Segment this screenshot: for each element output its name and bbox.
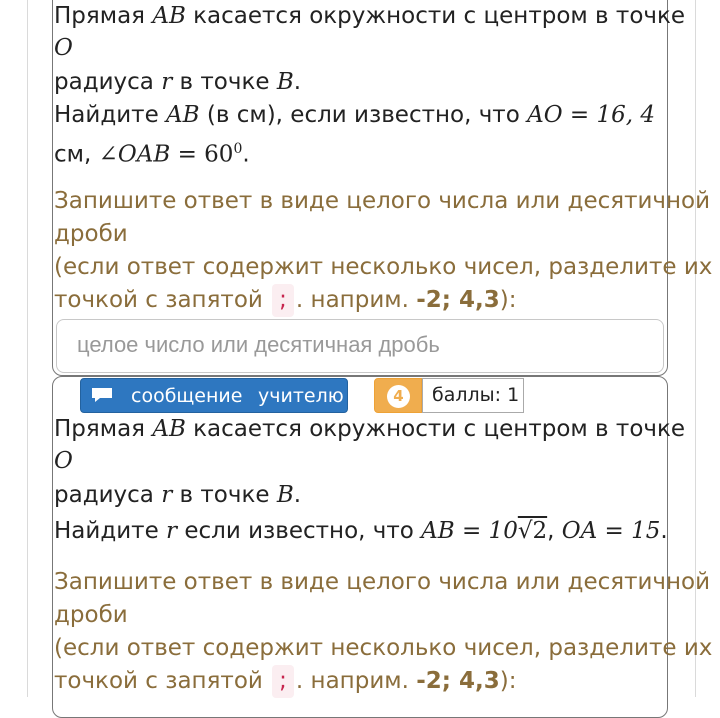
speech-bubble-icon (91, 387, 113, 403)
q2-line-2: O (54, 448, 73, 474)
q2-line-3: радиуса r в точке B. (54, 482, 302, 508)
q2-line-4: Найдите r если известно, что AB = 10√2, OA = 15. (54, 518, 668, 544)
q1-line-2: O (54, 35, 73, 61)
q1-instruction-3: (если ответ содержит несколько чисел, разделите их (54, 254, 713, 280)
question-number-badge (374, 378, 422, 413)
message-teacher-button[interactable] (80, 378, 348, 413)
q1-line-4: Найдите AB (в см), если известно, что AO = 16, 4 (54, 102, 655, 128)
message-label-1: сообщение (131, 385, 243, 407)
message-label-2: учителю (258, 385, 344, 407)
semicolon-code: ; (272, 284, 294, 317)
q1-instruction-1: Запишите ответ в виде целого числа или десятичной (54, 188, 711, 214)
q2-line-1: Прямая AB касается окружности с центром в точке (54, 416, 686, 442)
q1-line-3: радиуса r в точке B. (54, 69, 302, 95)
q2-instruction-3: (если ответ содержит несколько чисел, разделите их (54, 635, 713, 661)
points-label: баллы: 1 (422, 378, 524, 413)
question-number: 4 (387, 385, 410, 408)
q1-line-1: Прямая AB касается окружности с центром в точке (54, 3, 686, 29)
q2-instruction-2: дроби (54, 602, 128, 628)
answer-input[interactable]: целое число или десятичная дробь (56, 319, 664, 373)
semicolon-code: ; (272, 665, 294, 698)
q2-instruction-4: точкой с запятой ; . наприм. -2; 4,3): (54, 665, 516, 698)
q2-instruction-1: Запишите ответ в виде целого числа или десятичной (54, 569, 711, 595)
q1-instruction-2: дроби (54, 221, 128, 247)
q1-line-5: см, ∠OAB = $60^0$. (54, 141, 250, 168)
q1-instruction-4: точкой с запятой ; . наприм. -2; 4,3): (54, 284, 516, 317)
